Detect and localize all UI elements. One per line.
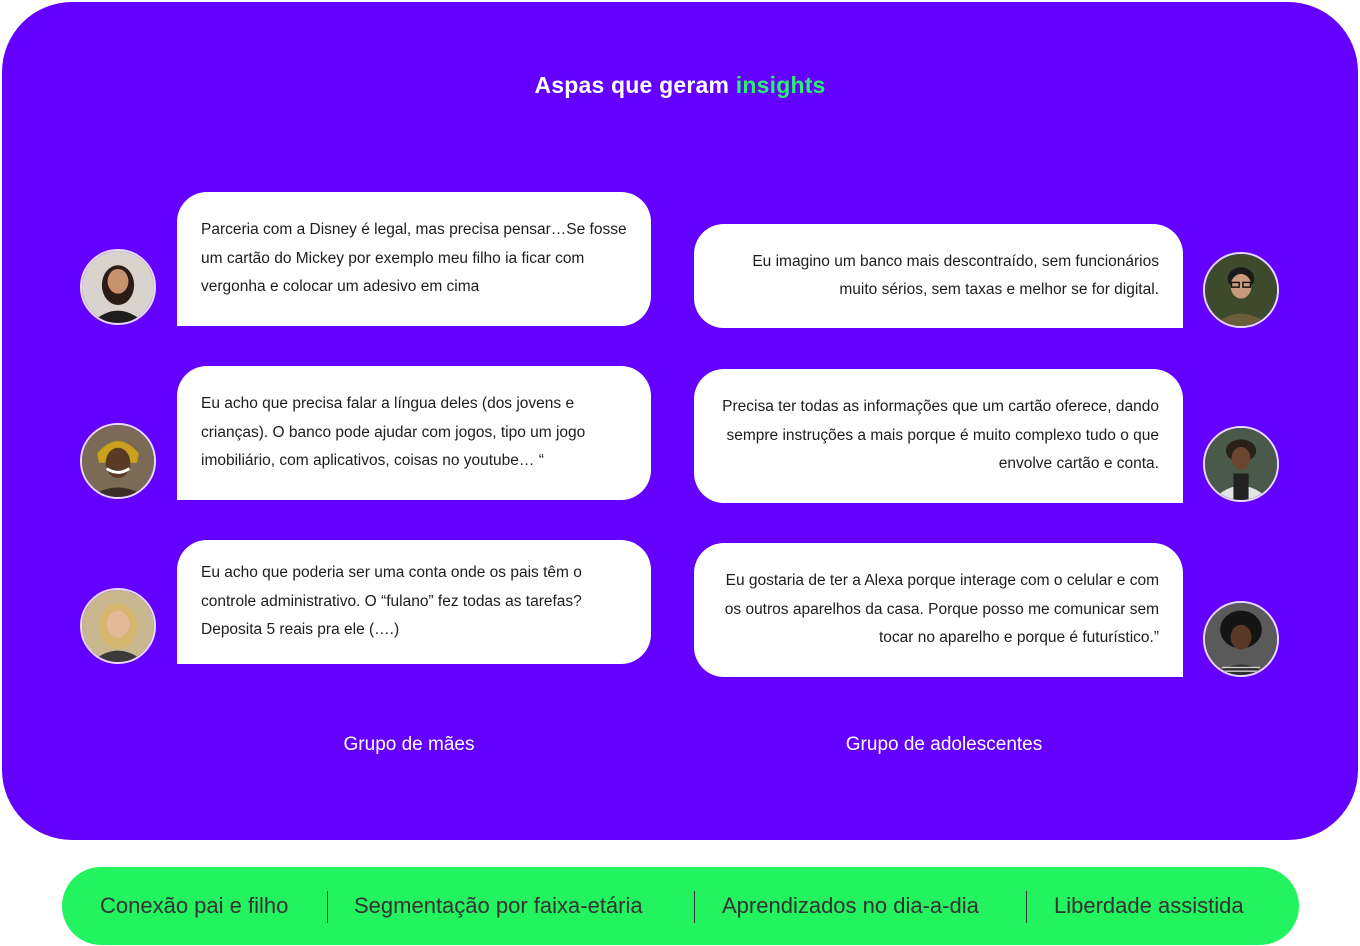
quote-text: Eu acho que poderia ser uma conta onde os pais têm o controle administrativo. O “fulano” fez todas as tarefas? Deposita 5 reais pra ele (….): [201, 564, 582, 639]
quote-bubble-teen-1: [694, 224, 1183, 328]
avatar-woman-headscarf: [80, 423, 156, 499]
tag-divider: [1026, 891, 1027, 923]
tag-item: Liberdade assistida: [1054, 893, 1244, 918]
tag-item: Segmentação por faixa-etária: [354, 893, 643, 918]
quote-bubble-teen-2: [694, 369, 1183, 503]
insight-tags-bar: [62, 867, 1299, 945]
title-prefix: Aspas que geram: [534, 72, 730, 98]
group-label-teens: Grupo de adolescentes: [845, 734, 1043, 755]
avatar-woman-dark-hair: [80, 249, 156, 325]
quote-text: Parceria com a Disney é legal, mas precisa pensar…Se fosse um cartão do Mickey por exemplo meu filho ia ficar com vergonha e colocar um adesivo em cima: [201, 221, 627, 296]
avatar-woman-blonde: [80, 588, 156, 664]
group-label-mothers: Grupo de mães: [343, 734, 475, 755]
tag-item: Aprendizados no dia-a-dia: [722, 893, 979, 918]
quote-bubble-mother-1: [177, 192, 651, 326]
tag-divider: [327, 891, 328, 923]
avatar-teen-curly-hair: [1203, 601, 1279, 677]
tag-divider: [694, 891, 695, 923]
title-accent: insights: [735, 72, 826, 98]
avatar-teen-braids: [1203, 426, 1279, 502]
avatar-teen-glasses: [1203, 252, 1279, 328]
quote-text: Eu imagino um banco mais descontraído, sem funcionários muito sérios, sem taxas e melhor se for digital.: [752, 252, 1159, 298]
quote-bubble-teen-3: [694, 543, 1183, 677]
quote-bubble-mother-3: [177, 540, 651, 664]
quote-text: Eu gostaria de ter a Alexa porque interage com o celular e com os outros aparelhos da casa. Porque posso me comunicar sem tocar no aparelho e porque é futurístico.”: [724, 572, 1159, 647]
quote-bubble-mother-2: [177, 366, 651, 500]
section-title: [0, 72, 1360, 99]
quote-text: Eu acho que precisa falar a língua deles (dos jovens e crianças). O banco pode ajudar com jogos, tipo um jogo imobiliário, com aplicativos, coisas no youtube… “: [201, 395, 586, 470]
tag-item: Conexão pai e filho: [100, 893, 289, 918]
quote-text: Precisa ter todas as informações que um cartão oferece, dando sempre instruções a mais porque é muito complexo tudo o que envolve cartão e conta.: [722, 398, 1159, 473]
